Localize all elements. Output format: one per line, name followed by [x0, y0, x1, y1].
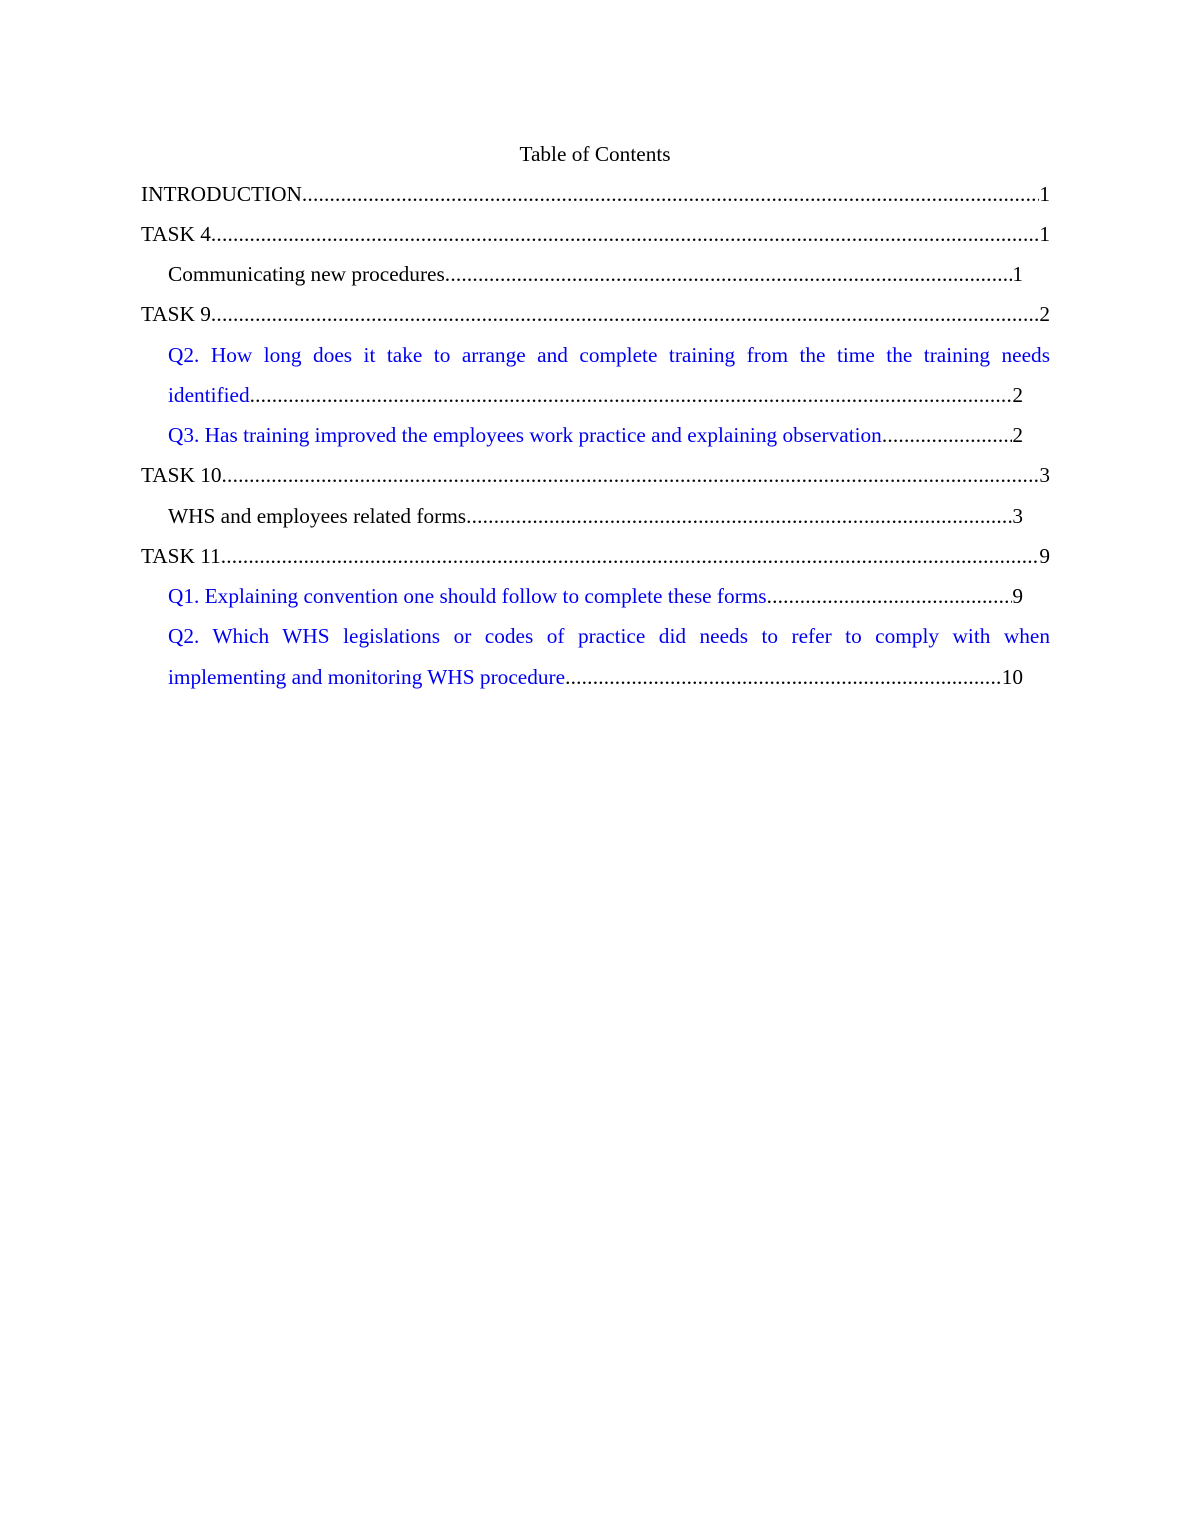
toc-page-number: 9	[1039, 544, 1050, 568]
toc-page-number: 3	[1039, 463, 1050, 487]
toc-page-number: 1	[1012, 262, 1023, 286]
dot-leader	[302, 180, 1039, 208]
toc-page-number: 1	[1039, 222, 1050, 246]
toc-page-number: 2	[1012, 383, 1023, 407]
toc-entry-label: Q3. Has training improved the employees work practice and explaining observation	[168, 423, 882, 447]
dot-leader	[445, 260, 1013, 288]
toc-entry-label: INTRODUCTION	[141, 182, 302, 206]
toc-entry-task-11[interactable]	[141, 542, 1050, 570]
toc-entry-whs-forms[interactable]	[168, 502, 1023, 530]
toc-entry-communicating-new-procedures[interactable]	[168, 260, 1023, 288]
dot-leader	[565, 663, 1002, 691]
toc-entry-task-10[interactable]	[141, 461, 1050, 489]
toc-entry-task11-q2-line1[interactable]: Q2. Which WHS legislations or codes of practice did needs to refer to comply with when	[168, 624, 1050, 648]
dot-leader	[767, 582, 1013, 610]
toc-title: Table of Contents	[519, 142, 671, 166]
toc-entry-task11-q2[interactable]	[168, 663, 1023, 691]
dot-leader	[882, 421, 1013, 449]
toc-entry-task9-q2-line1[interactable]: Q2. How long does it take to arrange and complete training from the time the training needs	[168, 343, 1050, 367]
dot-leader	[250, 381, 1013, 409]
toc-page-number: 2	[1012, 423, 1023, 447]
dot-leader	[221, 542, 1040, 570]
toc-page-number: 9	[1012, 584, 1023, 608]
toc-entry-introduction[interactable]	[141, 180, 1050, 208]
toc-entry-task11-q1[interactable]	[168, 582, 1023, 610]
toc-entry-label: TASK 9	[141, 302, 211, 326]
toc-entry-task-9[interactable]	[141, 300, 1050, 328]
toc-page-number: 2	[1039, 302, 1050, 326]
dot-leader	[466, 502, 1012, 530]
toc-entry-label: Q1. Explaining convention one should follow to complete these forms	[168, 584, 767, 608]
toc-entry-label: Communicating new procedures	[168, 262, 445, 286]
toc-entry-task9-q2[interactable]	[168, 381, 1023, 409]
dot-leader	[222, 461, 1040, 489]
toc-entry-label: TASK 4	[141, 222, 211, 246]
toc-entry-task-4[interactable]	[141, 220, 1050, 248]
toc-page-number: 10	[1001, 665, 1023, 689]
dot-leader	[211, 220, 1039, 248]
toc-entry-label: identified	[168, 383, 250, 407]
toc-page-number: 3	[1012, 504, 1023, 528]
dot-leader	[211, 300, 1039, 328]
toc-entry-label: TASK 11	[141, 544, 221, 568]
toc-entry-task9-q3[interactable]	[168, 421, 1023, 449]
toc-page-number: 1	[1039, 182, 1050, 206]
toc-entry-label: implementing and monitoring WHS procedure	[168, 665, 566, 689]
toc-entry-label: TASK 10	[141, 463, 222, 487]
toc-entry-label: WHS and employees related forms	[168, 504, 467, 528]
